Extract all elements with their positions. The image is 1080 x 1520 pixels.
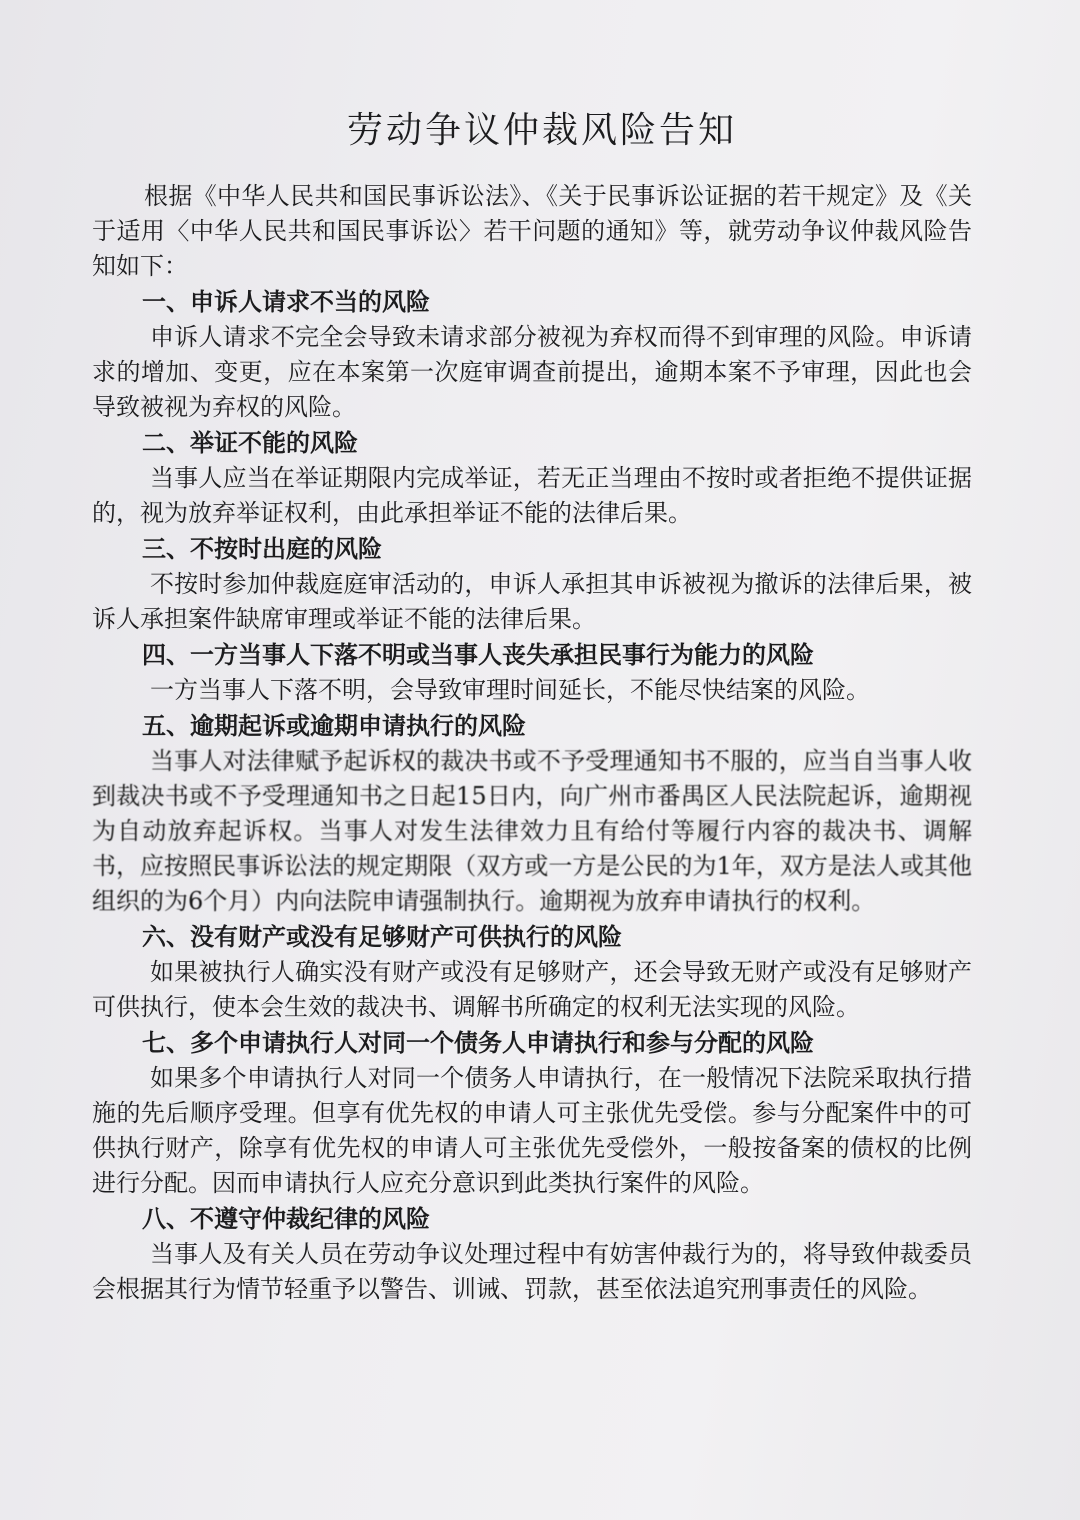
section-7	[92, 1025, 972, 1201]
section-heading: 五、逾期起诉或逾期申请执行的风险	[142, 711, 526, 740]
section-body: 如果被执行人确实没有财产或没有足够财产，还会导致无财产或没有足够财产可供执行，使本会生效的裁决书、调解书所确定的权利无法实现的风险。	[92, 958, 972, 1021]
section-body: 不按时参加仲裁庭庭审活动的，申诉人承担其申诉被视为撤诉的法律后果，被诉人承担案件缺席审理或举证不能的法律后果。	[92, 570, 972, 633]
section-heading: 四、一方当事人下落不明或当事人丧失承担民事行为能力的风险	[142, 640, 814, 669]
section-2	[92, 425, 972, 531]
section-1	[92, 284, 972, 425]
section-body: 一方当事人下落不明，会导致审理时间延长，不能尽快结案的风险。	[150, 676, 870, 704]
section-8	[92, 1201, 972, 1307]
document-body	[92, 105, 972, 1307]
section-4	[92, 637, 972, 708]
section-heading: 一、申诉人请求不当的风险	[142, 287, 430, 316]
section-heading: 六、没有财产或没有足够财产可供执行的风险	[142, 922, 622, 951]
section-body: 当事人对法律赋予起诉权的裁决书或不予受理通知书不服的，应当自当事人收到裁决书或不予受理通知书之日起15日内，向广州市番禺区人民法院起诉，逾期视为自动放弃起诉权。当事人对发生法律效力且有给付等履行内容的裁决书、调解书，应按照民事诉讼法的规定期限（双方或一方是公民的为1年，双方是法人或其他组织的为6个月）内向法院申请强制执行。逾期视为放弃申请执行的权利。	[92, 747, 972, 915]
section-heading: 八、不遵守仲裁纪律的风险	[142, 1204, 430, 1233]
section-body: 当事人应当在举证期限内完成举证，若无正当理由不按时或者拒绝不提供证据的，视为放弃举证权利，由此承担举证不能的法律后果。	[92, 464, 972, 527]
document-title: 劳动争议仲裁风险告知	[346, 110, 737, 151]
section-5	[92, 708, 972, 919]
section-3	[92, 531, 972, 637]
section-heading: 三、不按时出庭的风险	[142, 534, 382, 563]
section-heading: 二、举证不能的风险	[142, 428, 358, 457]
section-heading: 七、多个申请执行人对同一个债务人申请执行和参与分配的风险	[142, 1028, 814, 1057]
intro-paragraph: 根据《中华人民共和国民事诉讼法》、《关于民事诉讼证据的若干规定》及《关于适用〈中华人民共和国民事诉讼〉若干问题的通知》等，就劳动争议仲裁风险告知如下：	[92, 182, 972, 280]
section-body: 当事人及有关人员在劳动争议处理过程中有妨害仲裁行为的，将导致仲裁委员会根据其行为情节轻重予以警告、训诫、罚款，甚至依法追究刑事责任的风险。	[92, 1240, 972, 1303]
section-6	[92, 919, 972, 1025]
section-body: 申诉人请求不完全会导致未请求部分被视为弃权而得不到审理的风险。申诉请求的增加、变更，应在本案第一次庭审调查前提出，逾期本案不予审理，因此也会导致被视为弃权的风险。	[92, 323, 972, 421]
section-body: 如果多个申请执行人对同一个债务人申请执行，在一般情况下法院采取执行措施的先后顺序受理。但享有优先权的申请人可主张优先受偿。参与分配案件中的可供执行财产，除享有优先权的申请人可主张优先受偿外，一般按备案的债权的比例进行分配。因而申请执行人应充分意识到此类执行案件的风险。	[92, 1064, 972, 1197]
